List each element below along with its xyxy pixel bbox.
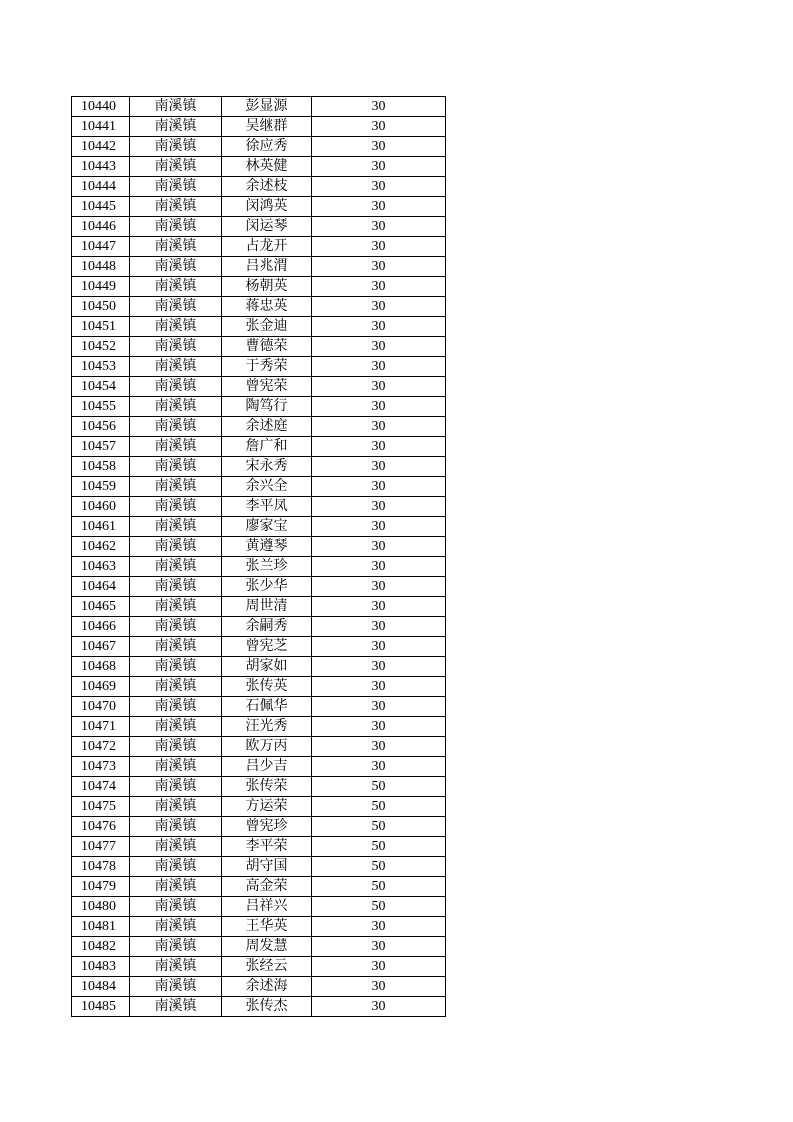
table-row [72,297,446,317]
table-row [72,817,446,837]
town-cell: 南溪镇 [130,717,222,737]
town-cell: 南溪镇 [130,797,222,817]
row-id-cell: 10483 [72,957,130,977]
row-id-cell: 10484 [72,977,130,997]
amount-cell: 30 [312,637,446,657]
person-name-cell: 闵鸿英 [222,197,312,217]
person-name-cell: 张兰珍 [222,557,312,577]
town-cell: 南溪镇 [130,937,222,957]
row-id-cell: 10466 [72,617,130,637]
town-cell: 南溪镇 [130,197,222,217]
town-cell: 南溪镇 [130,737,222,757]
amount-cell: 30 [312,917,446,937]
table-row [72,577,446,597]
amount-cell: 30 [312,757,446,777]
row-id-cell: 10475 [72,797,130,817]
person-name-cell: 于秀荣 [222,357,312,377]
row-id-cell: 10473 [72,757,130,777]
town-cell: 南溪镇 [130,257,222,277]
table-row [72,197,446,217]
row-id-cell: 10453 [72,357,130,377]
person-name-cell: 张传杰 [222,997,312,1017]
data-table [71,96,446,1017]
town-cell: 南溪镇 [130,237,222,257]
person-name-cell: 廖家宝 [222,517,312,537]
table-row [72,777,446,797]
town-cell: 南溪镇 [130,897,222,917]
amount-cell: 30 [312,377,446,397]
row-id-cell: 10467 [72,637,130,657]
table-row [72,417,446,437]
person-name-cell: 曾宪荣 [222,377,312,397]
row-id-cell: 10458 [72,457,130,477]
town-cell: 南溪镇 [130,437,222,457]
amount-cell: 30 [312,217,446,237]
amount-cell: 50 [312,777,446,797]
amount-cell: 30 [312,697,446,717]
row-id-cell: 10476 [72,817,130,837]
table-row [72,717,446,737]
person-name-cell: 高金荣 [222,877,312,897]
amount-cell: 30 [312,937,446,957]
person-name-cell: 胡家如 [222,657,312,677]
town-cell: 南溪镇 [130,977,222,997]
town-cell: 南溪镇 [130,997,222,1017]
town-cell: 南溪镇 [130,377,222,397]
town-cell: 南溪镇 [130,837,222,857]
town-cell: 南溪镇 [130,137,222,157]
town-cell: 南溪镇 [130,957,222,977]
person-name-cell: 李平凤 [222,497,312,517]
amount-cell: 30 [312,117,446,137]
amount-cell: 50 [312,857,446,877]
amount-cell: 30 [312,677,446,697]
town-cell: 南溪镇 [130,357,222,377]
table-row [72,377,446,397]
row-id-cell: 10470 [72,697,130,717]
table-row [72,617,446,637]
person-name-cell: 杨朝英 [222,277,312,297]
row-id-cell: 10465 [72,597,130,617]
person-name-cell: 曾宪芝 [222,637,312,657]
amount-cell: 30 [312,597,446,617]
town-cell: 南溪镇 [130,677,222,697]
row-id-cell: 10444 [72,177,130,197]
row-id-cell: 10460 [72,497,130,517]
person-name-cell: 张经云 [222,957,312,977]
row-id-cell: 10463 [72,557,130,577]
person-name-cell: 彭显源 [222,97,312,117]
amount-cell: 30 [312,617,446,637]
table-row [72,177,446,197]
row-id-cell: 10441 [72,117,130,137]
row-id-cell: 10454 [72,377,130,397]
town-cell: 南溪镇 [130,517,222,537]
amount-cell: 30 [312,457,446,477]
amount-cell: 30 [312,437,446,457]
person-name-cell: 张少华 [222,577,312,597]
town-cell: 南溪镇 [130,697,222,717]
person-name-cell: 王华英 [222,917,312,937]
table-row [72,977,446,997]
person-name-cell: 余述枝 [222,177,312,197]
row-id-cell: 10468 [72,657,130,677]
town-cell: 南溪镇 [130,297,222,317]
row-id-cell: 10472 [72,737,130,757]
town-cell: 南溪镇 [130,497,222,517]
town-cell: 南溪镇 [130,217,222,237]
amount-cell: 30 [312,177,446,197]
table-body [72,97,446,1017]
amount-cell: 50 [312,837,446,857]
table-row [72,557,446,577]
table-row [72,677,446,697]
table-row [72,117,446,137]
person-name-cell: 曹德荣 [222,337,312,357]
town-cell: 南溪镇 [130,97,222,117]
person-name-cell: 汪光秀 [222,717,312,737]
town-cell: 南溪镇 [130,597,222,617]
row-id-cell: 10448 [72,257,130,277]
table-row [72,897,446,917]
table-row [72,937,446,957]
table-row [72,537,446,557]
table-row [72,877,446,897]
amount-cell: 30 [312,557,446,577]
row-id-cell: 10442 [72,137,130,157]
amount-cell: 30 [312,517,446,537]
row-id-cell: 10457 [72,437,130,457]
town-cell: 南溪镇 [130,617,222,637]
table-row [72,757,446,777]
table-row [72,697,446,717]
person-name-cell: 宋永秀 [222,457,312,477]
row-id-cell: 10445 [72,197,130,217]
person-name-cell: 闵运琴 [222,217,312,237]
town-cell: 南溪镇 [130,117,222,137]
table-row [72,917,446,937]
table-row [72,357,446,377]
town-cell: 南溪镇 [130,757,222,777]
row-id-cell: 10478 [72,857,130,877]
row-id-cell: 10480 [72,897,130,917]
amount-cell: 30 [312,497,446,517]
town-cell: 南溪镇 [130,637,222,657]
person-name-cell: 余述庭 [222,417,312,437]
person-name-cell: 余兴全 [222,477,312,497]
table-row [72,857,446,877]
town-cell: 南溪镇 [130,157,222,177]
row-id-cell: 10481 [72,917,130,937]
town-cell: 南溪镇 [130,277,222,297]
person-name-cell: 张传英 [222,677,312,697]
table-row [72,157,446,177]
person-name-cell: 吴继群 [222,117,312,137]
row-id-cell: 10450 [72,297,130,317]
person-name-cell: 张金迪 [222,317,312,337]
town-cell: 南溪镇 [130,337,222,357]
person-name-cell: 石佩华 [222,697,312,717]
person-name-cell: 黄遵琴 [222,537,312,557]
person-name-cell: 余述海 [222,977,312,997]
town-cell: 南溪镇 [130,537,222,557]
table-row [72,497,446,517]
person-name-cell: 欧万丙 [222,737,312,757]
person-name-cell: 詹广和 [222,437,312,457]
row-id-cell: 10485 [72,997,130,1017]
person-name-cell: 吕兆渭 [222,257,312,277]
amount-cell: 50 [312,897,446,917]
amount-cell: 30 [312,257,446,277]
row-id-cell: 10479 [72,877,130,897]
table-row [72,957,446,977]
town-cell: 南溪镇 [130,877,222,897]
table-row [72,737,446,757]
table-row [72,637,446,657]
row-id-cell: 10459 [72,477,130,497]
amount-cell: 30 [312,197,446,217]
table-row [72,277,446,297]
table-row [72,437,446,457]
person-name-cell: 胡守国 [222,857,312,877]
person-name-cell: 占龙开 [222,237,312,257]
table-row [72,317,446,337]
town-cell: 南溪镇 [130,657,222,677]
amount-cell: 50 [312,797,446,817]
town-cell: 南溪镇 [130,557,222,577]
amount-cell: 30 [312,337,446,357]
amount-cell: 30 [312,357,446,377]
row-id-cell: 10446 [72,217,130,237]
row-id-cell: 10452 [72,337,130,357]
person-name-cell: 吕少吉 [222,757,312,777]
amount-cell: 50 [312,817,446,837]
row-id-cell: 10471 [72,717,130,737]
amount-cell: 30 [312,477,446,497]
row-id-cell: 10482 [72,937,130,957]
person-name-cell: 张传荣 [222,777,312,797]
row-id-cell: 10461 [72,517,130,537]
amount-cell: 30 [312,657,446,677]
row-id-cell: 10443 [72,157,130,177]
amount-cell: 30 [312,397,446,417]
table-row [72,657,446,677]
table-row [72,217,446,237]
amount-cell: 30 [312,537,446,557]
table-row [72,797,446,817]
table-row [72,137,446,157]
amount-cell: 30 [312,417,446,437]
town-cell: 南溪镇 [130,477,222,497]
town-cell: 南溪镇 [130,317,222,337]
row-id-cell: 10440 [72,97,130,117]
town-cell: 南溪镇 [130,457,222,477]
amount-cell: 30 [312,957,446,977]
table-row [72,97,446,117]
amount-cell: 30 [312,317,446,337]
amount-cell: 30 [312,277,446,297]
amount-cell: 30 [312,717,446,737]
person-name-cell: 林英健 [222,157,312,177]
amount-cell: 30 [312,737,446,757]
amount-cell: 30 [312,237,446,257]
table-row [72,997,446,1017]
person-name-cell: 周世清 [222,597,312,617]
table-row [72,837,446,857]
row-id-cell: 10449 [72,277,130,297]
town-cell: 南溪镇 [130,177,222,197]
town-cell: 南溪镇 [130,917,222,937]
row-id-cell: 10474 [72,777,130,797]
table-row [72,257,446,277]
row-id-cell: 10451 [72,317,130,337]
person-name-cell: 吕祥兴 [222,897,312,917]
person-name-cell: 徐应秀 [222,137,312,157]
town-cell: 南溪镇 [130,857,222,877]
person-name-cell: 方运荣 [222,797,312,817]
row-id-cell: 10447 [72,237,130,257]
table-row [72,597,446,617]
amount-cell: 30 [312,157,446,177]
row-id-cell: 10456 [72,417,130,437]
person-name-cell: 李平荣 [222,837,312,857]
row-id-cell: 10464 [72,577,130,597]
person-name-cell: 陶笃行 [222,397,312,417]
town-cell: 南溪镇 [130,397,222,417]
row-id-cell: 10477 [72,837,130,857]
person-name-cell: 余嗣秀 [222,617,312,637]
table-row [72,237,446,257]
amount-cell: 30 [312,997,446,1017]
person-name-cell: 蒋忠英 [222,297,312,317]
town-cell: 南溪镇 [130,577,222,597]
table-row [72,337,446,357]
amount-cell: 30 [312,97,446,117]
person-name-cell: 曾宪珍 [222,817,312,837]
town-cell: 南溪镇 [130,777,222,797]
table-row [72,517,446,537]
row-id-cell: 10462 [72,537,130,557]
person-name-cell: 周发慧 [222,937,312,957]
table-row [72,397,446,417]
amount-cell: 30 [312,297,446,317]
row-id-cell: 10455 [72,397,130,417]
table-row [72,457,446,477]
table-row [72,477,446,497]
town-cell: 南溪镇 [130,417,222,437]
amount-cell: 50 [312,877,446,897]
amount-cell: 30 [312,977,446,997]
amount-cell: 30 [312,137,446,157]
town-cell: 南溪镇 [130,817,222,837]
row-id-cell: 10469 [72,677,130,697]
amount-cell: 30 [312,577,446,597]
